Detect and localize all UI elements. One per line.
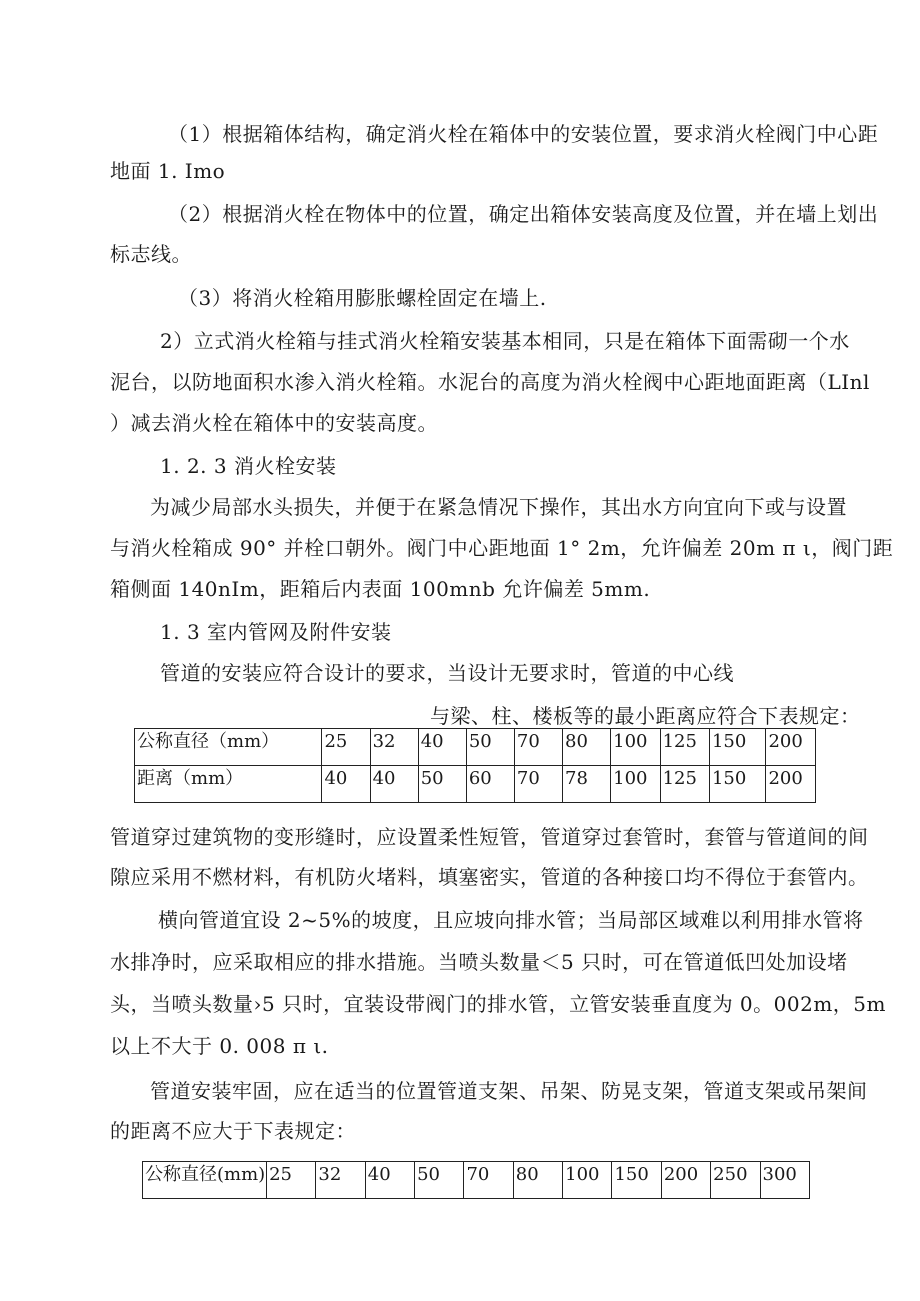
table-cell: 150 (612, 1162, 661, 1199)
table-cell: 公称直径（mm） (135, 729, 322, 766)
table-cell: 100 (611, 729, 660, 766)
support-spacing-table (142, 1161, 810, 1199)
paragraph-line: 水排净时，应采取相应的排水措施。当喷头数量＜5 只时，可在管道低凹处加设堵 (110, 950, 848, 974)
table-cell: 70 (514, 729, 562, 766)
table-cell: 60 (466, 766, 514, 803)
table-cell: 80 (563, 729, 611, 766)
paragraph-line: 箱侧面 140nIm，距箱后内表面 100mnb 允许偏差 5mm. (110, 577, 651, 601)
table-cell: 50 (466, 729, 514, 766)
table-row (143, 1162, 810, 1199)
table-cell: 250 (711, 1162, 760, 1199)
table-cell: 50 (415, 1162, 464, 1199)
paragraph-line: （1）根据箱体结构，确定消火栓在箱体中的安装位置，要求消火栓阀门中心距 (168, 122, 879, 146)
paragraph-line: 与消火栓箱成 90° 并栓口朝外。阀门中心距地面 1° 2m，允许偏差 20m π ι，阀门距 (110, 536, 894, 560)
table-row (135, 766, 816, 803)
table-cell: 125 (660, 766, 709, 803)
paragraph-line: 泥台，以防地面积水渗入消火栓箱。水泥台的高度为消火栓阀中心距地面距离（LInl (110, 370, 870, 394)
paragraph-line: 与梁、柱、楼板等的最小距离应符合下表规定： (430, 704, 861, 728)
table-cell: 50 (418, 766, 466, 803)
section-heading: 1. 3 室内管网及附件安装 (160, 620, 392, 644)
section-heading: 1. 2. 3 消火栓安装 (160, 454, 337, 478)
paragraph-line: （3）将消火栓箱用膨胀螺栓固定在墙上. (178, 286, 547, 310)
table-cell: 125 (660, 729, 709, 766)
clearance-table (134, 728, 816, 803)
table-cell: 70 (464, 1162, 513, 1199)
table-cell: 150 (709, 729, 766, 766)
table-cell: 32 (370, 729, 418, 766)
table-cell: 100 (611, 766, 660, 803)
table-cell: 200 (766, 729, 816, 766)
table-cell: 距离（mm） (135, 766, 322, 803)
table-cell: 150 (709, 766, 766, 803)
paragraph-line: 管道的安装应符合设计的要求，当设计无要求时，管道的中心线 (160, 661, 734, 685)
table-cell: 200 (661, 1162, 710, 1199)
table-cell: 25 (267, 1162, 316, 1199)
table-cell: 40 (322, 766, 370, 803)
table-cell: 32 (316, 1162, 365, 1199)
table-cell: 100 (563, 1162, 612, 1199)
table-cell: 40 (370, 766, 418, 803)
paragraph-line: 2）立式消火栓箱与挂式消火栓箱安装基本相同，只是在箱体下面需砌一个水 (160, 329, 850, 353)
table-cell: 25 (322, 729, 370, 766)
table-cell: 40 (365, 1162, 414, 1199)
paragraph-line: 标志线。 (110, 242, 192, 266)
table-cell: 70 (514, 766, 562, 803)
paragraph-line: 地面 1. Imo (110, 159, 226, 183)
table-cell: 80 (513, 1162, 562, 1199)
table-cell: 300 (760, 1162, 809, 1199)
paragraph-line: （2）根据消火栓在物体中的位置，确定出箱体安装高度及位置，并在墙上划出 (168, 202, 879, 226)
table-cell: 40 (418, 729, 466, 766)
paragraph-line: ）减去消火栓在箱体中的安装高度。 (110, 411, 438, 435)
paragraph-line: 隙应采用不燃材料，有机防火堵料，填塞密实，管道的各种接口均不得位于套管内。 (110, 865, 869, 889)
table-cell: 公称直径(mm) (143, 1162, 267, 1199)
table-cell: 78 (563, 766, 611, 803)
table-cell: 200 (766, 766, 816, 803)
table-row (135, 729, 816, 766)
paragraph-line: 头，当喷头数量›5 只时，宜装设带阀门的排水管，立管安装垂直度为 0。002m，5m (110, 992, 886, 1016)
paragraph-line: 横向管道宜设 2~5%的坡度，且应坡向排水管；当局部区域难以利用排水管将 (158, 908, 864, 932)
paragraph-line: 管道穿过建筑物的变形缝时，应设置柔性短管，管道穿过套管时，套管与管道间的间 (110, 825, 869, 849)
paragraph-line: 为减少局部水头损失，并便于在紧急情况下操作，其出水方向宜向下或与设置 (150, 495, 847, 519)
paragraph-line: 的距离不应大于下表规定： (110, 1119, 356, 1143)
paragraph-line: 管道安装牢固，应在适当的位置管道支架、吊架、防晃支架，管道支架或吊架间 (150, 1079, 868, 1103)
paragraph-line: 以上不大于 0. 008 π ι. (110, 1034, 329, 1058)
